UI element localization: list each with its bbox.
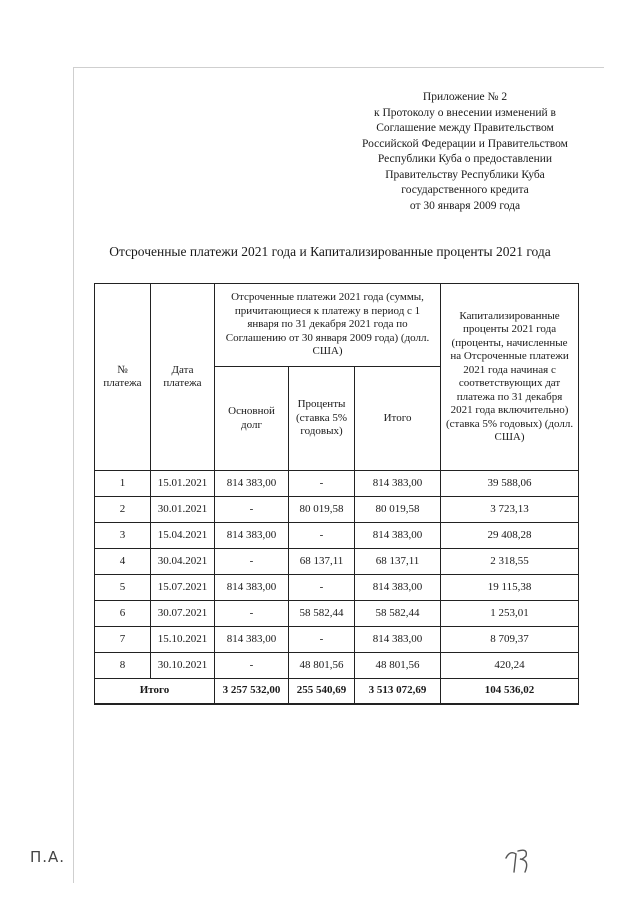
totals-total: 3 513 072,69 bbox=[355, 679, 441, 705]
row-total: 814 383,00 bbox=[355, 471, 441, 497]
header-capitalized: Капитализированные проценты 2021 года (проценты, начисленные на Отсроченные платежи 2021 года начиная с соответствующих дат платежа по 31 декабря 2021 года включительно) (ставка 5% годовых) (долл. США) bbox=[441, 284, 579, 471]
document-title: Отсроченные платежи 2021 года и Капитализированные проценты 2021 года bbox=[109, 244, 551, 259]
totals-interest: 255 540,69 bbox=[289, 679, 355, 705]
row-capitalized: 39 588,06 bbox=[441, 471, 579, 497]
row-capitalized: 29 408,28 bbox=[441, 523, 579, 549]
row-principal: 814 383,00 bbox=[215, 471, 289, 497]
table-row bbox=[95, 627, 579, 653]
row-date: 30.10.2021 bbox=[151, 653, 215, 679]
row-interest: 80 019,58 bbox=[289, 497, 355, 523]
appendix-line: Соглашение между Правительством bbox=[376, 122, 554, 134]
table-row bbox=[95, 471, 579, 497]
row-interest: - bbox=[289, 627, 355, 653]
row-interest: 68 137,11 bbox=[289, 549, 355, 575]
row-principal: - bbox=[215, 497, 289, 523]
row-capitalized: 1 253,01 bbox=[441, 601, 579, 627]
table-row bbox=[95, 497, 579, 523]
header-subtotal: Итого bbox=[355, 367, 441, 471]
row-total: 68 137,11 bbox=[355, 549, 441, 575]
row-capitalized: 19 115,38 bbox=[441, 575, 579, 601]
row-total: 814 383,00 bbox=[355, 627, 441, 653]
row-capitalized: 8 709,37 bbox=[441, 627, 579, 653]
row-num: 7 bbox=[95, 627, 151, 653]
row-capitalized: 2 318,55 bbox=[441, 549, 579, 575]
appendix-line: Правительству Республики Куба bbox=[385, 168, 545, 181]
totals-principal: 3 257 532,00 bbox=[215, 679, 289, 705]
row-total: 814 383,00 bbox=[355, 575, 441, 601]
row-interest: - bbox=[289, 523, 355, 549]
header-interest: Проценты (ставка 5% годовых) bbox=[289, 367, 355, 471]
handwritten-initials: П.А. bbox=[30, 848, 66, 866]
header-principal: Основной долг bbox=[215, 367, 289, 471]
row-interest: - bbox=[289, 471, 355, 497]
row-num: 6 bbox=[95, 601, 151, 627]
row-principal: 814 383,00 bbox=[215, 627, 289, 653]
row-interest: - bbox=[289, 575, 355, 601]
header-num: № платежа bbox=[95, 284, 151, 471]
totals-label: Итого bbox=[95, 679, 215, 705]
handwritten-page-mark bbox=[500, 842, 540, 882]
row-date: 15.04.2021 bbox=[151, 523, 215, 549]
appendix-line: Российской Федерации и Правительством bbox=[362, 137, 568, 150]
table-row bbox=[95, 549, 579, 575]
table-row bbox=[95, 653, 579, 679]
row-num: 2 bbox=[95, 497, 151, 523]
row-date: 15.07.2021 bbox=[151, 575, 215, 601]
payments-table bbox=[94, 283, 579, 705]
row-total: 814 383,00 bbox=[355, 523, 441, 549]
row-principal: - bbox=[215, 549, 289, 575]
header-date: Дата платежа bbox=[151, 284, 215, 471]
row-num: 4 bbox=[95, 549, 151, 575]
row-total: 48 801,56 bbox=[355, 653, 441, 679]
appendix-line: Приложение № 2 bbox=[422, 91, 508, 103]
row-capitalized: 420,24 bbox=[441, 653, 579, 679]
appendix-line: государственного кредита bbox=[401, 184, 529, 196]
row-interest: 58 582,44 bbox=[289, 601, 355, 627]
totals-row bbox=[95, 679, 579, 705]
row-num: 1 bbox=[95, 471, 151, 497]
appendix-note bbox=[340, 90, 590, 214]
header-deferred-group: Отсроченные платежи 2021 года (суммы, причитающиеся к платежу в период с 1 января по 31 декабря 2021 года по Соглашению от 30 января 2009 года) (долл. США) bbox=[215, 284, 441, 367]
row-date: 15.10.2021 bbox=[151, 627, 215, 653]
appendix-line: от 30 января 2009 года bbox=[409, 199, 521, 212]
row-total: 80 019,58 bbox=[355, 497, 441, 523]
row-num: 3 bbox=[95, 523, 151, 549]
row-principal: 814 383,00 bbox=[215, 575, 289, 601]
table-row bbox=[95, 601, 579, 627]
table-body bbox=[95, 471, 579, 679]
row-date: 15.01.2021 bbox=[151, 471, 215, 497]
row-capitalized: 3 723,13 bbox=[441, 497, 579, 523]
row-principal: - bbox=[215, 601, 289, 627]
row-interest: 48 801,56 bbox=[289, 653, 355, 679]
row-date: 30.07.2021 bbox=[151, 601, 215, 627]
row-principal: - bbox=[215, 653, 289, 679]
appendix-line: Республики Куба о предоставлении bbox=[377, 153, 553, 165]
table-row bbox=[95, 523, 579, 549]
row-num: 5 bbox=[95, 575, 151, 601]
row-date: 30.01.2021 bbox=[151, 497, 215, 523]
row-principal: 814 383,00 bbox=[215, 523, 289, 549]
table-row bbox=[95, 575, 579, 601]
totals-capitalized: 104 536,02 bbox=[441, 679, 579, 705]
row-num: 8 bbox=[95, 653, 151, 679]
row-total: 58 582,44 bbox=[355, 601, 441, 627]
appendix-line: к Протоколу о внесении изменений в bbox=[374, 106, 556, 119]
row-date: 30.04.2021 bbox=[151, 549, 215, 575]
